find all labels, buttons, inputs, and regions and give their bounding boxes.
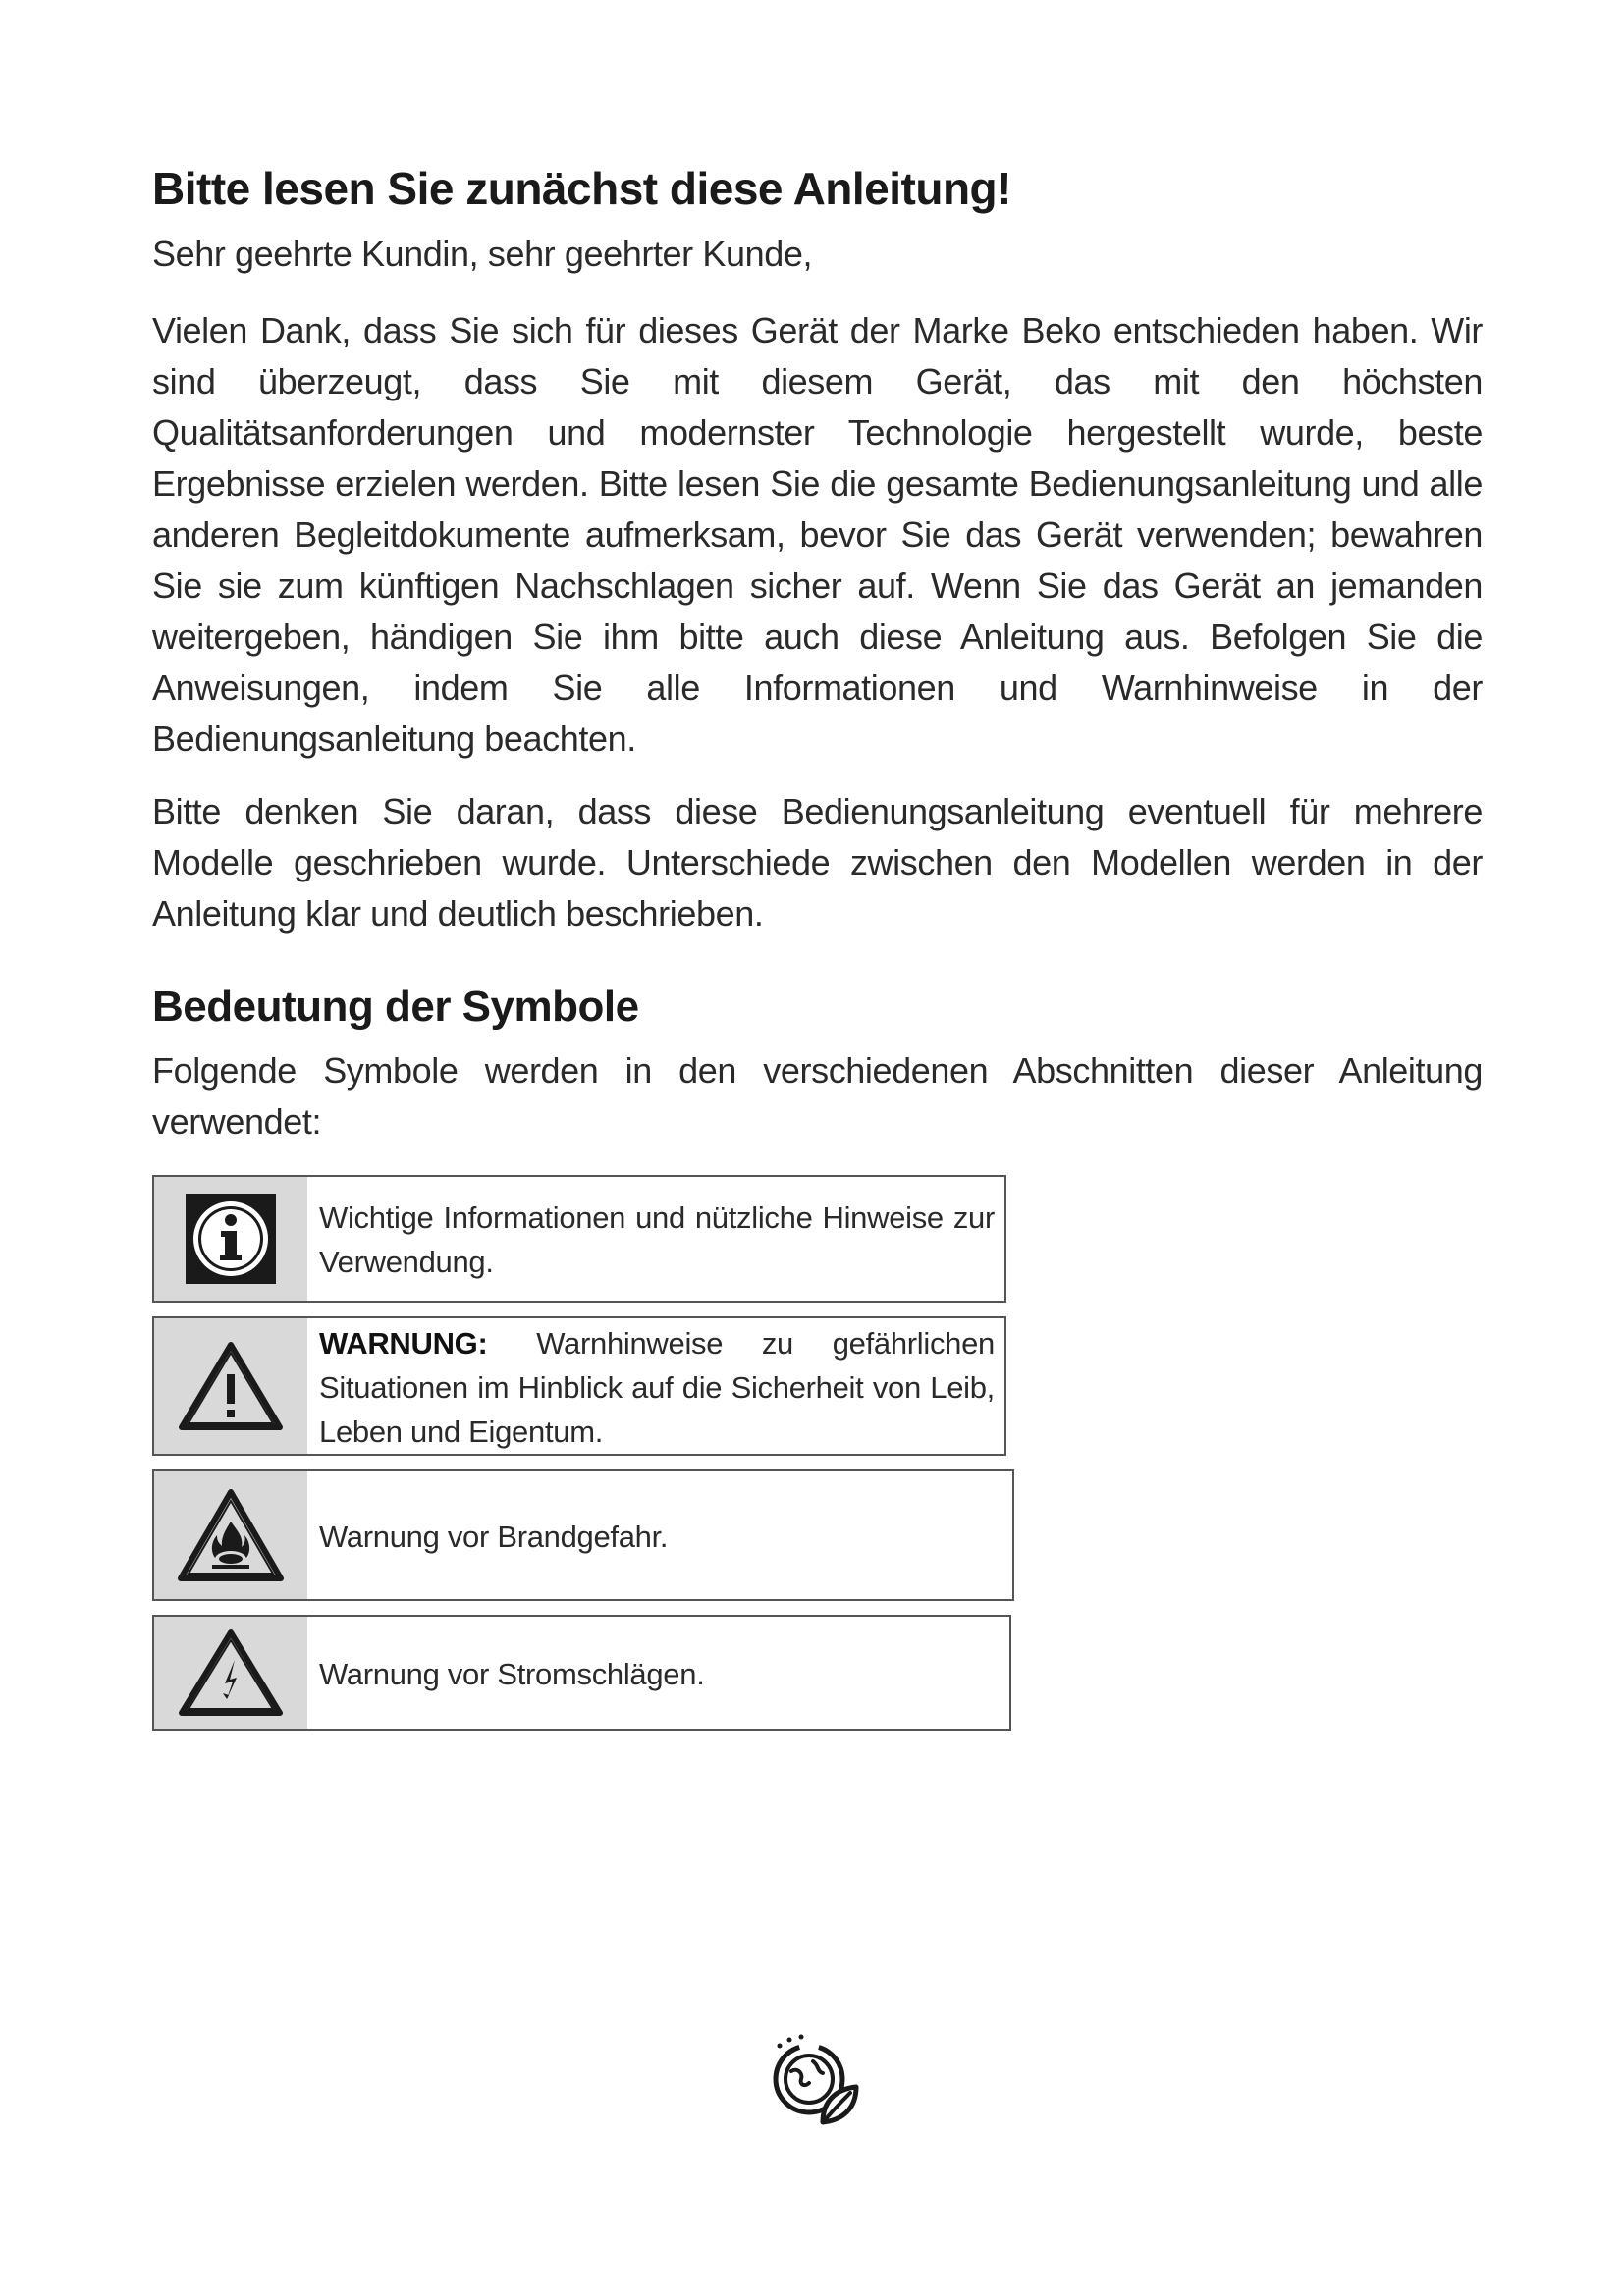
- symbol-text-fire: Warnung vor Brandgefahr.: [319, 1519, 669, 1554]
- symbol-row-info: [152, 1175, 1006, 1303]
- symbol-row-warning: [152, 1316, 1006, 1456]
- intro-paragraph-1: Vielen Dank, dass Sie sich für dieses Gerät der Marke Beko entschieden haben. Wir sind überzeugt, dass Sie mit diesem Gerät, das mit den höchsten Qualitätsanforderungen und modernster Technologie hergestellt wurde, beste Ergebnisse erzielen werden. Bitte lesen Sie die gesamte Bedienungsanleitung und alle anderen Begleitdokumente aufmerksam, bevor Sie das Gerät verwenden; bewahren Sie sie zum künftigen Nachschlagen sicher auf. Wenn Sie das Gerät an jemanden weitergeben, händigen Sie ihm bitte auch diese Anleitung aus. Befolgen Sie die Anweisungen, indem Sie alle Informationen und Warnhinweise in der Bedienungsanleitung beachten.: [152, 310, 1483, 759]
- page-title: Bitte lesen Sie zunächst diese Anleitung!: [152, 163, 1011, 214]
- warning-triangle-icon: [154, 1318, 307, 1454]
- symbol-row-electric: [152, 1615, 1011, 1731]
- symbol-text-warning: Warnhinweise zu gefährlichen Situationen im Hinblick auf die Sicherheit von Leib, Leben und Eigentum.: [319, 1325, 995, 1449]
- electric-shock-icon: [154, 1617, 307, 1729]
- symbols-table: [152, 1175, 1483, 1731]
- symbol-row-fire: [152, 1469, 1014, 1601]
- eco-globe-leaf-icon: [766, 2032, 864, 2130]
- intro-paragraph-2: Bitte denken Sie daran, dass diese Bedienungsanleitung eventuell für mehrere Modelle geschrieben wurde. Unterschiede zwischen den Modellen werden in der Anleitung klar und deutlich beschrieben.: [152, 791, 1483, 934]
- greeting: Sehr geehrte Kundin, sehr geehrter Kunde,: [152, 234, 813, 274]
- info-icon: [154, 1177, 307, 1301]
- symbol-text-electric: Warnung vor Stromschlägen.: [319, 1656, 705, 1691]
- symbol-text-info: Wichtige Informationen und nützliche Hinweise zur Verwendung.: [319, 1201, 995, 1279]
- symbols-title: Bedeutung der Symbole: [152, 983, 639, 1031]
- page-content: [152, 162, 1483, 1744]
- warning-label: WARNUNG:: [319, 1325, 488, 1361]
- fire-hazard-icon: [154, 1471, 307, 1599]
- symbols-intro: Folgende Symbole werden in den verschiedenen Abschnitten dieser Anleitung verwendet:: [152, 1050, 1483, 1142]
